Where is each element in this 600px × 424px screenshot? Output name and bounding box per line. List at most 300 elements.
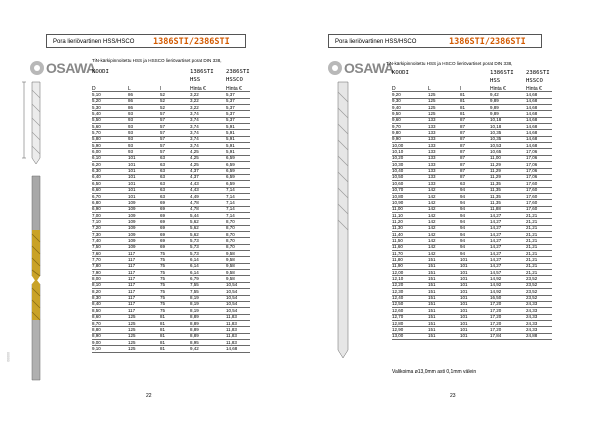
- table-cell: 3,74: [190, 130, 199, 136]
- table-cell: 8,50: [92, 307, 101, 313]
- table-cell: 4,25: [190, 161, 199, 167]
- table-cell: 9,80: [392, 130, 401, 136]
- column-header: D: [92, 85, 96, 92]
- product-description: TiN-kärkipinnoitettu HSS ja HSCO lieriövartiset porat DIN 338,: [386, 61, 513, 66]
- table-row: [392, 333, 552, 340]
- table-cell: 6,00: [92, 149, 101, 155]
- table-cell: 101: [128, 168, 136, 174]
- table-cell: 4,78: [190, 199, 199, 205]
- table-cell: 63: [160, 168, 166, 174]
- table-cell: 10,54: [226, 282, 238, 288]
- table-cell: 12,50: [392, 301, 404, 307]
- table-cell: 133: [428, 161, 436, 167]
- table-cell: 14,68: [526, 123, 538, 129]
- table-cell: 6,10: [92, 155, 101, 161]
- table-cell: 133: [428, 136, 436, 142]
- table-cell: 10,54: [226, 288, 238, 294]
- table-cell: 94: [460, 212, 466, 218]
- table-cell: 87: [460, 130, 466, 136]
- table-cell: 87: [460, 174, 466, 180]
- table-cell: 117: [128, 263, 136, 269]
- page-number: 23: [450, 393, 456, 399]
- table-cell: 7,14: [226, 206, 235, 212]
- table-cell: 10,54: [226, 307, 238, 313]
- table-cell: 6,60: [92, 187, 101, 193]
- table-cell: 14,27: [490, 218, 502, 224]
- table-cell: 52: [160, 104, 166, 110]
- table-cell: 87: [460, 142, 466, 148]
- table-cell: 5,30: [92, 104, 101, 110]
- table-cell: 125: [128, 333, 136, 339]
- table-cell: 6,90: [92, 206, 101, 212]
- table-cell: 125: [428, 110, 436, 116]
- table-cell: 4,78: [190, 206, 199, 212]
- table-cell: 94: [460, 206, 466, 212]
- table-cell: 14,27: [490, 263, 502, 269]
- column-header: l: [160, 85, 162, 92]
- table-cell: 101: [128, 180, 136, 186]
- table-cell: 5,70: [92, 130, 101, 136]
- table-cell: 5,40: [92, 110, 101, 116]
- table-cell: 14,92: [490, 276, 502, 282]
- table-cell: 10,54: [226, 301, 238, 307]
- table-cell: 6,59: [226, 180, 235, 186]
- table-cell: 101: [460, 295, 468, 301]
- table-cell: 10,40: [392, 168, 404, 174]
- table-cell: 5,44: [190, 212, 199, 218]
- table-cell: 94: [460, 199, 466, 205]
- table-header-material1: HSS: [190, 77, 201, 83]
- table-cell: 117: [128, 301, 136, 307]
- table-cell: 81: [160, 326, 166, 332]
- table-cell: 14,68: [526, 91, 538, 97]
- table-cell: 142: [428, 212, 436, 218]
- table-cell: 75: [160, 257, 166, 263]
- table-cell: 81: [460, 91, 466, 97]
- table-cell: 11,88: [490, 206, 501, 212]
- table-cell: 151: [428, 257, 436, 263]
- table-cell: 81: [460, 98, 466, 104]
- table-cell: 21,21: [526, 250, 538, 256]
- table-cell: 24,33: [526, 326, 538, 332]
- left-drill-illustrations: [20, 80, 60, 390]
- table-cell: 23,52: [526, 288, 538, 294]
- table-cell: 75: [160, 263, 166, 269]
- table-cell: 151: [428, 276, 436, 282]
- column-header: D: [392, 85, 396, 92]
- table-cell: 8,60: [92, 314, 101, 320]
- table-cell: 93: [128, 142, 134, 148]
- table-cell: 17,06: [526, 161, 538, 167]
- table-cell: 142: [428, 187, 436, 193]
- banner-title: Pora lieriövartinen HSS/HSCO: [335, 39, 417, 45]
- table-cell: 7,80: [92, 263, 101, 269]
- table-cell: 9,20: [392, 91, 401, 97]
- table-cell: 4,49: [190, 193, 199, 199]
- table-cell: 9,50: [392, 110, 401, 116]
- table-cell: 17,84: [490, 333, 502, 339]
- table-cell: 6,50: [92, 180, 101, 186]
- table-cell: 142: [428, 193, 436, 199]
- table-cell: 8,19: [190, 307, 199, 313]
- table-row: [92, 345, 250, 352]
- table-cell: 11,50: [392, 237, 403, 243]
- table-cell: 8,89: [190, 333, 199, 339]
- table-cell: 69: [160, 206, 166, 212]
- table-cell: 7,20: [92, 225, 101, 231]
- table-cell: 133: [428, 180, 436, 186]
- table-cell: 7,10: [92, 218, 101, 224]
- right-banner: [328, 34, 542, 48]
- table-cell: 133: [428, 117, 436, 123]
- table-cell: 11,00: [392, 206, 403, 212]
- table-cell: 4,43: [190, 180, 199, 186]
- table-cell: 86: [128, 104, 134, 110]
- table-cell: 21,21: [526, 218, 538, 224]
- column-header: L: [428, 85, 431, 92]
- table-cell: 5,73: [190, 250, 199, 256]
- table-cell: 3,74: [190, 136, 199, 142]
- table-cell: 101: [460, 263, 468, 269]
- table-cell: 14,68: [526, 104, 538, 110]
- table-cell: 14,27: [490, 231, 502, 237]
- table-cell: 5,91: [226, 149, 235, 155]
- table-cell: 125: [128, 314, 136, 320]
- column-header: Hinta €: [526, 85, 542, 92]
- table-cell: 6,59: [226, 155, 235, 161]
- table-cell: 142: [428, 206, 436, 212]
- table-cell: 9,10: [92, 345, 101, 351]
- column-header: Hinta €: [490, 85, 506, 92]
- table-cell: 109: [128, 225, 136, 231]
- table-cell: 8,89: [190, 326, 199, 332]
- table-cell: 7,14: [226, 212, 235, 218]
- table-cell: 125: [128, 339, 136, 345]
- table-cell: 101: [128, 193, 136, 199]
- table-cell: 21,21: [526, 212, 538, 218]
- table-cell: 93: [128, 110, 134, 116]
- table-cell: 94: [460, 231, 466, 237]
- table-cell: 151: [428, 263, 436, 269]
- table-cell: 151: [428, 326, 436, 332]
- table-cell: 142: [428, 250, 436, 256]
- table-cell: 6,59: [226, 168, 235, 174]
- table-cell: 7,55: [190, 282, 199, 288]
- table-cell: 6,70: [92, 193, 101, 199]
- table-cell: 24,33: [526, 307, 538, 313]
- table-cell: 21,21: [526, 269, 538, 275]
- table-cell: 142: [428, 225, 436, 231]
- table-cell: 14,92: [490, 288, 502, 294]
- osawa-logo-icon: [328, 61, 342, 75]
- table-cell: 9,70: [392, 123, 401, 129]
- table-cell: 133: [428, 149, 436, 155]
- table-header-material1: HSS: [490, 78, 501, 84]
- table-cell: 10,65: [490, 149, 502, 155]
- table-cell: 9,89: [490, 110, 499, 116]
- table-cell: 11,29: [490, 161, 501, 167]
- table-cell: 14,27: [490, 250, 502, 256]
- table-header-koodi: KOODI: [392, 70, 409, 76]
- table-cell: 125: [428, 104, 436, 110]
- table-cell: 151: [428, 333, 436, 339]
- table-cell: 8,89: [190, 320, 199, 326]
- table-cell: 57: [160, 142, 166, 148]
- table-cell: 6,14: [190, 257, 199, 263]
- table-cell: 11,10: [392, 212, 403, 218]
- table-cell: 9,42: [490, 91, 499, 97]
- table-cell: 11,80: [392, 257, 403, 263]
- table-cell: 17,60: [526, 180, 538, 186]
- table-cell: 9,58: [226, 263, 235, 269]
- table-cell: 63: [160, 155, 166, 161]
- table-cell: 81: [160, 345, 166, 351]
- table-header-koodi: KOODI: [92, 69, 109, 75]
- steel-drill-icon: [338, 82, 348, 358]
- table-cell: 7,30: [92, 231, 101, 237]
- table-cell: 14,92: [490, 282, 502, 288]
- table-cell: 5,91: [226, 136, 235, 142]
- table-cell: 14,68: [526, 117, 538, 123]
- table-cell: 57: [160, 130, 166, 136]
- table-cell: 8,80: [92, 326, 101, 332]
- table-cell: 81: [160, 320, 166, 326]
- table-cell: 8,70: [226, 218, 235, 224]
- table-cell: 117: [128, 282, 136, 288]
- table-cell: 3,22: [190, 104, 199, 110]
- table-cell: 75: [160, 288, 166, 294]
- table-cell: 57: [160, 136, 166, 142]
- table-cell: 5,37: [226, 117, 235, 123]
- table-cell: 14,68: [526, 110, 538, 116]
- gold-drill-icon: [32, 176, 40, 282]
- table-cell: 151: [428, 295, 436, 301]
- table-cell: 81: [160, 333, 166, 339]
- table-cell: 125: [428, 91, 436, 97]
- table-cell: 11,40: [392, 231, 403, 237]
- table-cell: 52: [160, 98, 166, 104]
- table-cell: 4,37: [190, 174, 199, 180]
- table-cell: 12,30: [392, 288, 404, 294]
- table-cell: 151: [428, 288, 436, 294]
- table-cell: 5,62: [190, 225, 199, 231]
- table-cell: 5,80: [92, 136, 101, 142]
- table-cell: 5,73: [190, 244, 199, 250]
- table-cell: 8,40: [92, 301, 101, 307]
- table-cell: 4,25: [190, 155, 199, 161]
- table-cell: 17,06: [526, 174, 538, 180]
- table-cell: 12,10: [392, 276, 404, 282]
- table-cell: 4,37: [190, 168, 199, 174]
- column-header: Hinta €: [190, 85, 206, 92]
- brand-name: OSAWA: [46, 60, 96, 76]
- column-header: L: [128, 85, 131, 92]
- table-cell: 109: [128, 237, 136, 243]
- table-cell: 75: [160, 282, 166, 288]
- table-cell: 14,68: [526, 136, 538, 142]
- table-cell: 10,35: [490, 130, 502, 136]
- table-cell: 21,21: [526, 237, 538, 243]
- banner-code: 1386STI/2386STI: [153, 37, 230, 47]
- table-cell: 17,06: [526, 155, 538, 161]
- product-description: TiN-kärkipinnoitettu HSS ja HSSCO lieriövartiset porat DIN 338,: [92, 58, 222, 63]
- brand-name: OSAWA: [344, 60, 394, 76]
- table-cell: 7,14: [226, 193, 235, 199]
- table-cell: 3,22: [190, 91, 199, 97]
- table-cell: 75: [160, 276, 166, 282]
- table-cell: 117: [128, 288, 136, 294]
- table-cell: 24,33: [526, 301, 538, 307]
- table-cell: 101: [460, 320, 468, 326]
- table-cell: 75: [160, 295, 166, 301]
- table-cell: 69: [160, 231, 166, 237]
- table-cell: 5,37: [226, 104, 235, 110]
- table-cell: 125: [128, 320, 136, 326]
- table-cell: 93: [128, 130, 134, 136]
- table-cell: 133: [428, 142, 436, 148]
- steel-drill-icon: [22, 82, 40, 164]
- table-cell: 11,83: [226, 333, 237, 339]
- table-cell: 5,62: [190, 231, 199, 237]
- table-cell: 8,89: [190, 314, 199, 320]
- table-cell: 5,20: [92, 98, 101, 104]
- table-cell: 7,60: [92, 250, 101, 256]
- table-cell: 17,20: [490, 301, 502, 307]
- side-code-text: 00000: [6, 352, 10, 362]
- table-cell: 14,27: [490, 225, 502, 231]
- table-header-material2: HSSCO: [226, 77, 243, 83]
- table-cell: 93: [128, 136, 134, 142]
- table-cell: 87: [460, 136, 466, 142]
- table-cell: 17,60: [526, 206, 538, 212]
- table-cell: 142: [428, 237, 436, 243]
- table-cell: 17,20: [490, 320, 502, 326]
- table-cell: 17,06: [526, 168, 538, 174]
- table-cell: 69: [160, 199, 166, 205]
- right-drill-illustration: [330, 80, 360, 360]
- table-cell: 9,90: [392, 136, 401, 142]
- table-cell: 9,58: [226, 276, 235, 282]
- table-cell: 69: [160, 237, 166, 243]
- table-cell: 10,50: [392, 174, 404, 180]
- table-cell: 101: [460, 307, 468, 313]
- table-cell: 8,90: [92, 333, 101, 339]
- table-cell: 101: [460, 301, 468, 307]
- left-banner: [46, 34, 246, 48]
- table-cell: 3,74: [190, 117, 199, 123]
- table-cell: 125: [128, 326, 136, 332]
- table-cell: 94: [460, 218, 466, 224]
- table-cell: 117: [128, 307, 136, 313]
- osawa-logo-icon: [30, 61, 44, 75]
- table-cell: 5,60: [92, 123, 101, 129]
- table-cell: 17,20: [490, 307, 502, 313]
- table-cell: 12,60: [392, 307, 404, 313]
- table-cell: 7,40: [92, 237, 101, 243]
- table-cell: 6,30: [92, 168, 101, 174]
- table-cell: 10,70: [392, 187, 404, 193]
- table-cell: 23,52: [526, 282, 538, 288]
- table-cell: 6,20: [92, 161, 101, 167]
- table-cell: 10,18: [490, 123, 502, 129]
- table-cell: 4,43: [190, 187, 199, 193]
- table-cell: 94: [460, 237, 466, 243]
- table-cell: 101: [128, 174, 136, 180]
- table-cell: 93: [128, 117, 134, 123]
- table-cell: 8,30: [92, 295, 101, 301]
- table-cell: 10,53: [490, 142, 502, 148]
- table-cell: 14,27: [490, 257, 502, 263]
- table-cell: 87: [460, 155, 466, 161]
- table-cell: 3,74: [190, 123, 199, 129]
- table-cell: 69: [160, 244, 166, 250]
- table-cell: 17,60: [526, 193, 538, 199]
- table-cell: 5,90: [92, 142, 101, 148]
- table-cell: 86: [128, 98, 134, 104]
- table-header-code1: 1386STI: [490, 70, 514, 76]
- table-cell: 133: [428, 168, 436, 174]
- table-header-code1: 1386STI: [190, 69, 214, 75]
- table-cell: 6,79: [190, 276, 199, 282]
- table-cell: 17,20: [490, 314, 502, 320]
- table-cell: 14,27: [490, 244, 502, 250]
- table-cell: 5,37: [226, 91, 235, 97]
- table-cell: 133: [428, 155, 436, 161]
- table-cell: 101: [460, 314, 468, 320]
- table-cell: 5,91: [226, 142, 235, 148]
- table-cell: 87: [460, 149, 466, 155]
- table-cell: 6,80: [92, 199, 101, 205]
- table-cell: 14,68: [526, 142, 538, 148]
- table-cell: 17,60: [526, 199, 538, 205]
- table-cell: 125: [428, 98, 436, 104]
- table-cell: 12,40: [392, 295, 404, 301]
- table-cell: 11,35: [490, 193, 501, 199]
- table-cell: 6,59: [226, 161, 235, 167]
- table-cell: 63: [160, 161, 166, 167]
- table-cell: 21,21: [526, 231, 538, 237]
- table-cell: 11,83: [226, 314, 237, 320]
- table-cell: 8,70: [226, 244, 235, 250]
- table-cell: 21,21: [526, 257, 538, 263]
- table-cell: 3,74: [190, 142, 199, 148]
- table-cell: 87: [460, 168, 466, 174]
- table-cell: 13,00: [392, 333, 404, 339]
- table-cell: 21,21: [526, 225, 538, 231]
- table-cell: 24,88: [526, 333, 538, 339]
- table-cell: 69: [160, 225, 166, 231]
- table-cell: 3,22: [190, 98, 199, 104]
- table-cell: 109: [128, 244, 136, 250]
- table-header-code2: 2386STI: [226, 69, 250, 75]
- table-cell: 14,68: [526, 130, 538, 136]
- table-cell: 63: [160, 174, 166, 180]
- table-cell: 11,90: [392, 263, 403, 269]
- table-cell: 9,42: [190, 345, 199, 351]
- table-cell: 9,58: [226, 257, 235, 263]
- table-cell: 9,58: [226, 269, 235, 275]
- table-cell: 10,80: [392, 193, 404, 199]
- table-cell: 23,52: [526, 276, 538, 282]
- table-cell: 125: [128, 345, 136, 351]
- table-cell: 5,50: [92, 117, 101, 123]
- table-cell: 8,70: [226, 225, 235, 231]
- table-cell: 75: [160, 301, 166, 307]
- table-cell: 151: [428, 282, 436, 288]
- table-cell: 17,06: [526, 149, 538, 155]
- table-cell: 9,89: [490, 104, 499, 110]
- table-cell: 5,10: [92, 91, 101, 97]
